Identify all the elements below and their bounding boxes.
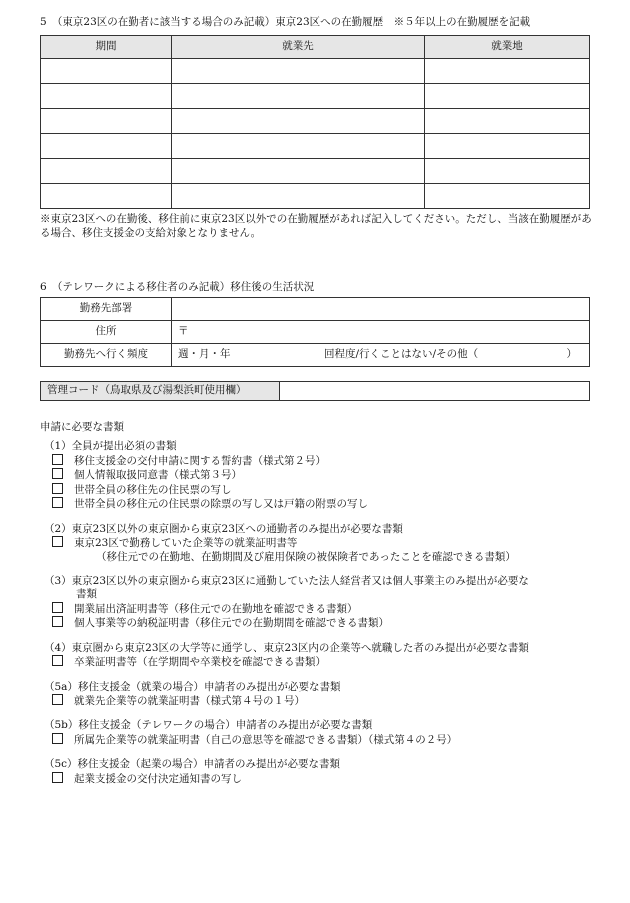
employer-cell[interactable] [172,109,425,134]
employer-cell[interactable] [172,84,425,109]
office-field[interactable] [172,298,590,321]
checkbox[interactable] [52,497,63,508]
checkbox[interactable] [52,694,63,705]
group-5b-title: （5b）移住支援金（テレワークの場合）申請者のみ提出が必要な書類 [44,719,373,732]
frequency-close-paren: ） [566,348,577,361]
required-heading: 申請に必要な書類 [40,421,124,433]
employer-cell[interactable] [172,134,425,159]
address-label: 住所 [41,321,172,344]
history-note: ※東京23区への在勤後、移住前に東京23区以外での在勤履歴があれば記入してください。ただし、当該在勤履歴がある場合、移住支援金の支給対象となりません。 [40,213,592,240]
checkbox[interactable] [52,483,63,494]
table-row [41,109,590,134]
group-1 [40,440,600,511]
table-row [41,321,590,344]
period-cell[interactable] [41,134,172,159]
list-item: 開業届出済証明書等（移住元での在勤地を確認できる書類） [40,602,600,616]
group-5c [40,758,600,786]
table-row [41,184,590,209]
section6-title: 6 （テレワークによる移住者のみ記載）移住後の生活状況 [40,281,315,293]
period-cell[interactable] [41,84,172,109]
list-item: 東京23区で勤務していた企業等の就業証明書等 [40,536,600,550]
required-documents [40,421,600,797]
table-row [41,59,590,84]
group-3 [40,575,600,631]
group-3-title-cont: 書類 [76,588,97,601]
employer-cell[interactable] [172,184,425,209]
list-item: 世帯全員の移住元の住民票の除票の写し又は戸籍の附票の写し [40,497,600,511]
group-1-title: （1）全員が提出必須の書類 [44,440,177,453]
telework-status-table [40,297,590,367]
table-row [41,84,590,109]
group-4-title: （4）東京圏から東京23区の大学等に通学し、東京23区内の企業等へ就職した者のみ提出が必要な書類 [44,641,529,654]
frequency-period-options[interactable]: 週・月・年 [178,348,231,361]
management-code-label: 管理コード（鳥取県及び湯梨浜町使用欄） [41,382,280,401]
group-2 [40,523,600,564]
frequency-label: 勤務先へ行く頻度 [41,344,172,367]
group-2-title: （2）東京23区以外の東京圏から東京23区への通勤者のみ提出が必要な書類 [44,522,403,535]
section5-title: 5 （東京23区の在勤者に該当する場合のみ記載）東京23区への在勤履歴 ※５年以上の在勤履歴を記載 [40,16,531,28]
frequency-choices[interactable]: 回程度/行くことはない/その他（ [324,348,479,361]
checkbox[interactable] [52,733,63,744]
frequency-field[interactable] [172,344,590,367]
group-5c-title: （5c）移住支援金（起業の場合）申請者のみ提出が必要な書類 [44,758,341,771]
checkbox[interactable] [52,602,63,613]
workplace-cell[interactable] [425,84,590,109]
checkbox[interactable] [52,616,63,627]
period-cell[interactable] [41,159,172,184]
workplace-cell[interactable] [425,159,590,184]
list-item: 移住支援金の交付申請に関する誓約書（様式第２号） [40,454,600,468]
list-item: 個人情報取扱同意書（様式第３号） [40,468,600,482]
checkbox[interactable] [52,536,63,547]
period-cell[interactable] [41,59,172,84]
checkbox[interactable] [52,468,63,479]
table-row [41,134,590,159]
header-period: 期間 [41,36,172,59]
checkbox[interactable] [52,655,63,666]
table-header-row [41,36,590,59]
management-code-field[interactable] [280,382,590,401]
checkbox[interactable] [52,772,63,783]
list-item: 世帯全員の移住先の住民票の写し [40,483,600,497]
employer-cell[interactable] [172,159,425,184]
table-row [41,382,590,401]
period-cell[interactable] [41,184,172,209]
list-item: 個人事業等の納税証明書（移住元での在勤期間を確認できる書類） [40,616,600,630]
list-item: 就業先企業等の就業証明書（様式第４号の１号） [40,694,600,708]
header-workplace: 就業地 [425,36,590,59]
list-item: 所属先企業等の就業証明書（自己の意思等を確認できる書類）（様式第４の２号） [40,733,600,747]
workplace-cell[interactable] [425,184,590,209]
workplace-cell[interactable] [425,59,590,84]
workplace-cell[interactable] [425,134,590,159]
table-row [41,344,590,367]
header-employer: 就業先 [172,36,425,59]
postal-mark: 〒 [178,325,189,338]
group-3-title: （3）東京23区以外の東京圏から東京23区に通勤していた法人経営者又は個人事業主のみ提出が必要な [44,574,529,587]
employer-cell[interactable] [172,59,425,84]
address-field[interactable] [172,321,590,344]
table-row [41,298,590,321]
period-cell[interactable] [41,109,172,134]
group-5b [40,719,600,747]
work-history-table [40,35,590,209]
management-code-table [40,381,590,401]
office-label: 勤務先部署 [41,298,172,321]
checkbox[interactable] [52,454,63,465]
list-item-detail: （移住元での在勤地、在勤期間及び雇用保険の被保険者であったことを確認できる書類） [96,550,516,563]
workplace-cell[interactable] [425,109,590,134]
table-row [41,159,590,184]
list-item: 卒業証明書等（在学期間や卒業校を確認できる書類） [40,655,600,669]
group-4 [40,642,600,670]
group-5a-title: （5a）移住支援金（就業の場合）申請者のみ提出が必要な書類 [44,680,341,693]
list-item: 起業支援金の交付決定通知書の写し [40,772,600,786]
group-5a [40,681,600,709]
